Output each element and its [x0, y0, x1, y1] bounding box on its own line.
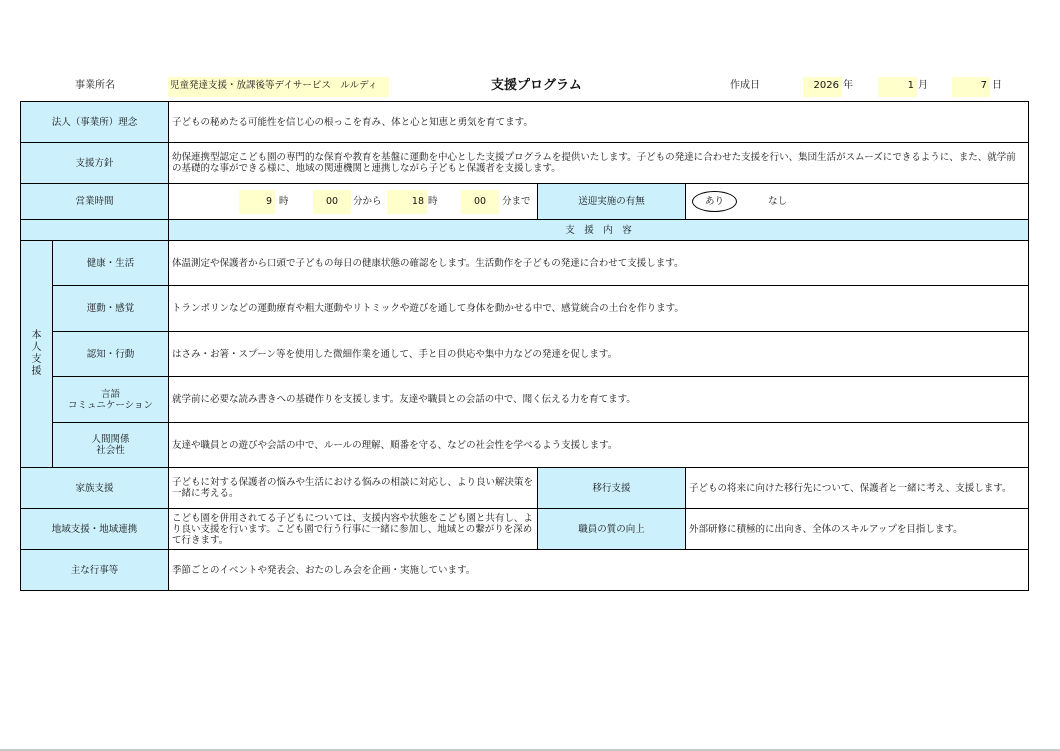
support-program-form: [20, 101, 1029, 591]
support-content-header: 支 援 内 容: [169, 220, 1029, 241]
transition-label: 移行支援: [538, 468, 686, 509]
language-label: 言語 コミュニケーション: [53, 377, 169, 423]
office-label: 事業所名: [75, 80, 115, 91]
blank-header-cell: [21, 220, 169, 241]
events-text: 季節ごとのイベントや発表会、おたのしみ会を企画・実施しています。: [169, 550, 1029, 591]
from-label: 分から: [353, 195, 382, 207]
policy-row: [21, 143, 1029, 184]
year-unit: 年: [843, 80, 853, 91]
created-month: 1: [878, 77, 917, 97]
office-name: 児童発達支援・放課後等デイサービス ルルディ: [168, 77, 389, 97]
created-date-label: 作成日: [730, 80, 760, 91]
cognition-row: [21, 332, 1029, 377]
open-hour: 9: [239, 190, 275, 214]
community-text: こども園を併用されてる子どもについては、支援内容や状態をこども園と共有し、より良い支援を行います。こども園で行う行事に一緒に参加し、地域との繋がりを深めて行きます。: [169, 509, 538, 550]
close-hour-unit: 時: [428, 195, 438, 207]
created-day: 7: [952, 77, 990, 97]
social-label: 人間関係 社会性: [53, 423, 169, 468]
open-minute: 00: [313, 190, 351, 214]
health-text: 体温測定や保護者から口頭で子どもの毎日の健康状態の確認をします。生活動作を子どもの発達に合わせて支援します。: [169, 241, 1029, 286]
support-content-header-row: [21, 220, 1029, 241]
community-row: [21, 509, 1029, 550]
until-label: 分まで: [502, 195, 531, 207]
transport-yes-circled: あり: [692, 191, 737, 212]
transport-no: なし: [768, 196, 788, 207]
events-row: [21, 550, 1029, 591]
staff-text: 外部研修に積極的に出向き、全体のスキルアップを目指します。: [686, 509, 1029, 550]
cognition-text: はさみ・お箸・スプーン等を使用した微細作業を通して、手と目の供応や集中力などの発達を促します。: [169, 332, 1029, 377]
health-row: [21, 241, 1029, 286]
created-year: 2026: [803, 77, 842, 97]
philosophy-label: 法人（事業所）理念: [21, 102, 169, 143]
policy-text: 幼保連携型認定こども園の専門的な保育や教育を基盤に運動を中心とした支援プログラムを提供いたします。子どもの発達に合わせた支援を行い、集団生活がスムーズにできるように、また、就学前の基礎的な事ができる様に、地域の関連機関と連携しながら子どもと保護者を支援します。: [169, 143, 1029, 184]
transition-text: 子どもの将来に向けた移行先について、保護者と一緒に考え、支援します。: [686, 468, 1029, 509]
events-label: 主な行事等: [21, 550, 169, 591]
motor-text: トランポリンなどの運動療育や粗大運動やリトミックや遊びを通して身体を動かせる中で、感覚統合の土台を作ります。: [169, 286, 1029, 332]
close-minute: 00: [461, 190, 499, 214]
close-hour: 18: [387, 190, 427, 214]
family-text: 子どもに対する保護者の悩みや生活における悩みの相談に対応し、より良い解決策を一緒に考える。: [169, 468, 538, 509]
social-text: 友達や職員との遊びや会話の中で、ルールの理解、順番を守る、などの社会性を学べるよう支援します。: [169, 423, 1029, 468]
philosophy-text: 子どもの秘めたる可能性を信じ心の根っこを育み、体と心と知恵と勇気を育てます。: [169, 102, 1029, 143]
community-label: 地域支援・地域連携: [21, 509, 169, 550]
motor-label: 運動・感覚: [53, 286, 169, 332]
philosophy-row: [21, 102, 1029, 143]
transport-options: [686, 184, 1029, 220]
staff-label: 職員の質の向上: [538, 509, 686, 550]
hours-cell: [169, 184, 538, 220]
language-text: 就学前に必要な読み書きへの基礎作りを支援します。友達や職員との会話の中で、聞く伝える力を育てます。: [169, 377, 1029, 423]
self-support-label: 本人支援: [21, 241, 53, 468]
cognition-label: 認知・行動: [53, 332, 169, 377]
social-row: [21, 423, 1029, 468]
hours-row: [21, 184, 1029, 220]
motor-row: [21, 286, 1029, 332]
family-label: 家族支援: [21, 468, 169, 509]
page-title: 支援プログラム: [491, 78, 582, 93]
day-unit: 日: [992, 80, 1002, 91]
transport-label: 送迎実施の有無: [538, 184, 686, 220]
policy-label: 支援方針: [21, 143, 169, 184]
month-unit: 月: [918, 80, 928, 91]
hours-label: 営業時間: [21, 184, 169, 220]
open-hour-unit: 時: [279, 195, 289, 207]
family-row: [21, 468, 1029, 509]
health-label: 健康・生活: [53, 241, 169, 286]
language-row: [21, 377, 1029, 423]
